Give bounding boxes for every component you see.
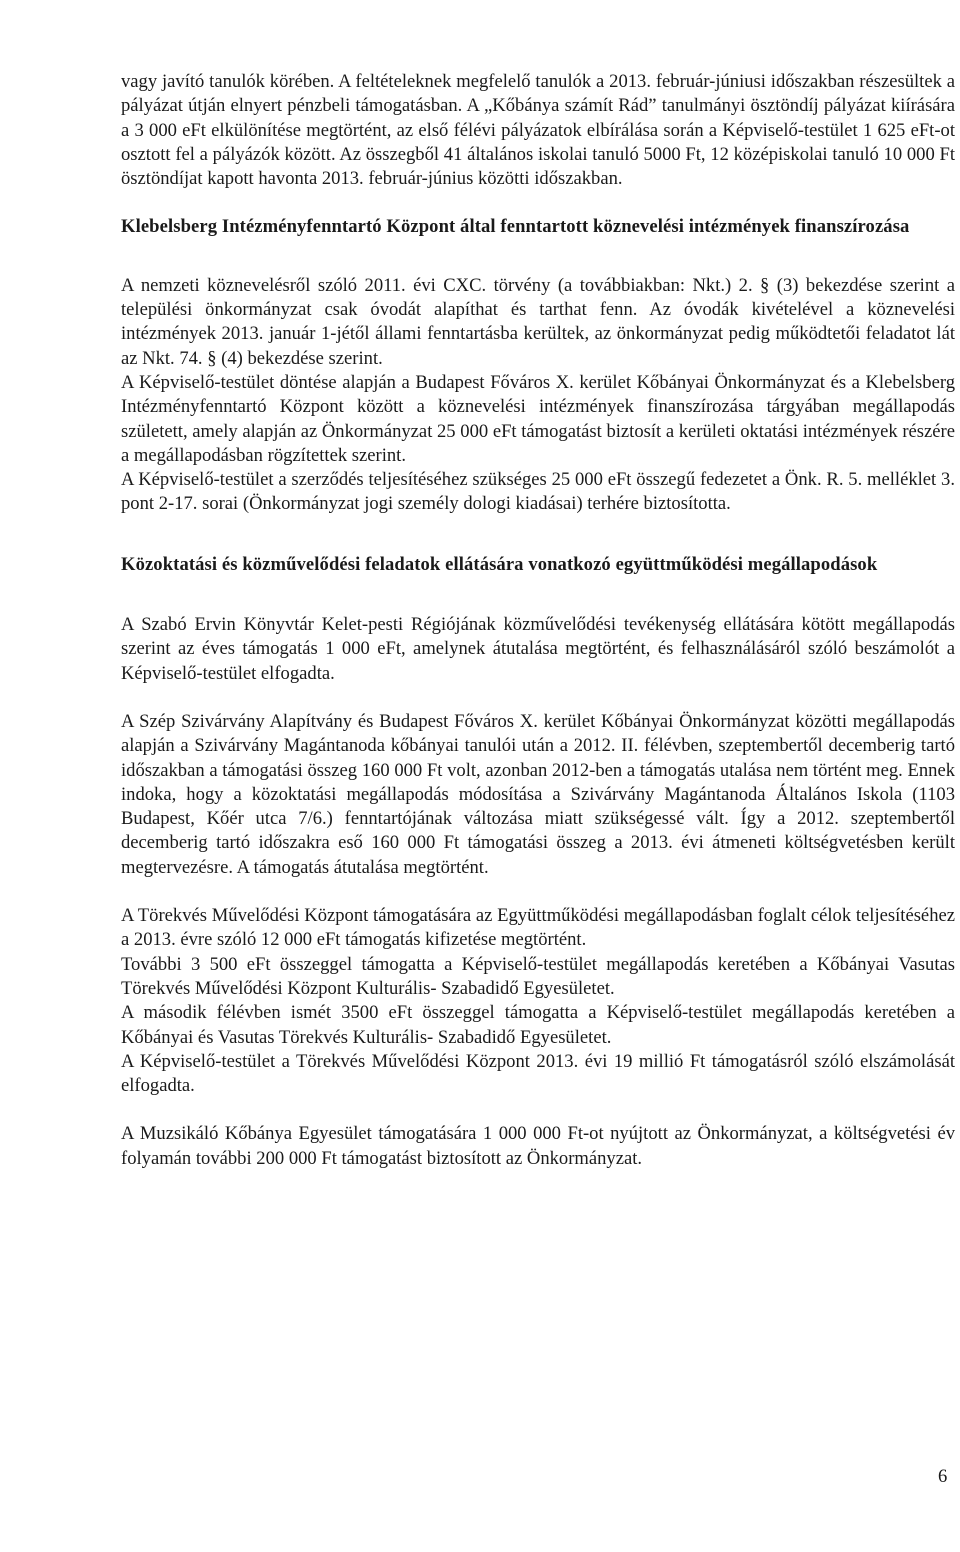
- paragraph-second-semester: A második félévben ismét 3500 eFt összeggel támogatta a Képviselő-testület megállapodás keretében a Kőbányai és Vasutas Törekvés Kulturális- Szabadidő Egyesületet.: [121, 1002, 955, 1048]
- paragraph-muzsikalo-kobanya: A Muzsikáló Kőbánya Egyesület támogatására 1 000 000 Ft-ot nyújtott az Önkormányzat, a költségvetési év folyamán további 200 000 Ft támogatást biztosított az Önkormányzat.: [121, 1123, 955, 1169]
- page-number: 6: [938, 1466, 948, 1487]
- paragraph-klebelsberg-agreement: A Képviselő-testület döntése alapján a Budapest Főváros X. kerület Kőbányai Önkormányzat és a Klebelsberg Intézményfenntartó Központ között a köznevelési intézmények finanszírozása tárgyában megállapodás született, amely alapján az Önkormányzat 25 000 eFt támogatást biztosít a kerületi oktatási intézmények részére a megállapodásban rögzítettek szerint.: [121, 371, 955, 466]
- paragraph-scholarship: vagy javító tanulók körében. A feltételeknek megfelelő tanulók a 2013. február-júniusi időszakban részesültek a pályázat útján elnyert pénzbeli támogatásban. A „Kőbánya számít Rád” tanulmányi ösztöndíj pályázat kiírására a 3 000 eFt elkülönítése megtörtént, az első félévi pályázatok elbírálása során a Képviselő-testület 1 625 eFt-ot osztott fel a pályázók között. Az összegből 41 általános iskolai tanuló 5000 Ft, 12 középiskolai tanuló 10 000 Ft ösztöndíjat kapott havonta 2013. február-június közötti időszakban.: [121, 71, 955, 190]
- paragraph-nkt-law: A nemzeti köznevelésről szóló 2011. évi CXC. törvény (a továbbiakban: Nkt.) 2. § (3) bekezdése szerint a települési önkormányzat csak óvodát alapíthat és tarthat fenn. Az óvodák kivételével a köznevelési intézmények 2013. január 1-jétől állami fenntartásba kerültek, az önkormányzat pedig működtetői feladatot lát az Nkt. 74. § (4) bekezdése szerint.: [121, 274, 955, 369]
- paragraph-szivarvany-foundation: A Szép Szivárvány Alapítvány és Budapest Főváros X. kerület Kőbányai Önkormányzat közötti megállapodás alapján a Szivárvány Magántanoda kőbányai tanulói után a 2012. II. félévben, szeptembertől decemberig tartó időszakban a támogatási összeg 160 000 Ft volt, azonban 2012-ben a támogatás utalása nem történt meg. Ennek indoka, hogy a közoktatási megállapodás módosítása a Szivárvány Magántanoda Általános Iskola (1103 Budapest, Kőér utca 7/6.) fenntartójának változása miatt szükségessé vált. Így a 2012. szeptembertől decemberig tartó időszakra eső 160 000 Ft támogatási összeg a 2013. évi átmeneti költségvetésben került megtervezésre. A támogatás átutalása megtörtént.: [121, 710, 955, 878]
- paragraph-budget-coverage: A Képviselő-testület a szerződés teljesítéséhez szükséges 25 000 eFt összegű fedezetet a Önk. R. 5. melléklet 3. pont 2-17. sorai (Önkormányzat jogi személy dologi kiadásai) terhére biztosította.: [121, 469, 955, 515]
- paragraph-szabo-ervin-library: A Szabó Ervin Könyvtár Kelet-pesti Régiójának közművelődési tevékenység ellátására kötött megállapodás szerint az éves támogatás 1 000 eFt, amelynek átutalása megtörtént, és felhasználásáról szóló beszámolót a Képviselő-testület elfogadta.: [121, 614, 955, 684]
- document-page: [121, 70, 955, 1171]
- paragraph-torekves-settlement: A Képviselő-testület a Törekvés Művelődési Központ 2013. évi 19 millió Ft támogatásról szóló elszámolását elfogadta.: [121, 1050, 955, 1097]
- heading-klebelsberg-financing: Klebelsberg Intézményfenntartó Központ által fenntartott köznevelési intézmények finanszírozása: [121, 216, 910, 238]
- paragraph-torekves-additional: További 3 500 eFt összeggel támogatta a Képviselő-testület megállapodás keretében a Kőbányai Vasutas Törekvés Művelődési Központ Kulturális- Szabadidő Egyesületet.: [121, 953, 955, 999]
- heading-cooperation-agreements: Közoktatási és közművelődési feladatok ellátására vonatkozó együttműködési megállapodások: [121, 553, 878, 575]
- paragraph-torekves-support: A Törekvés Művelődési Központ támogatására az Együttműködési megállapodásban foglalt célok teljesítéséhez a 2013. évre szóló 12 000 eFt támogatás kifizetése megtörtént.: [121, 905, 955, 951]
